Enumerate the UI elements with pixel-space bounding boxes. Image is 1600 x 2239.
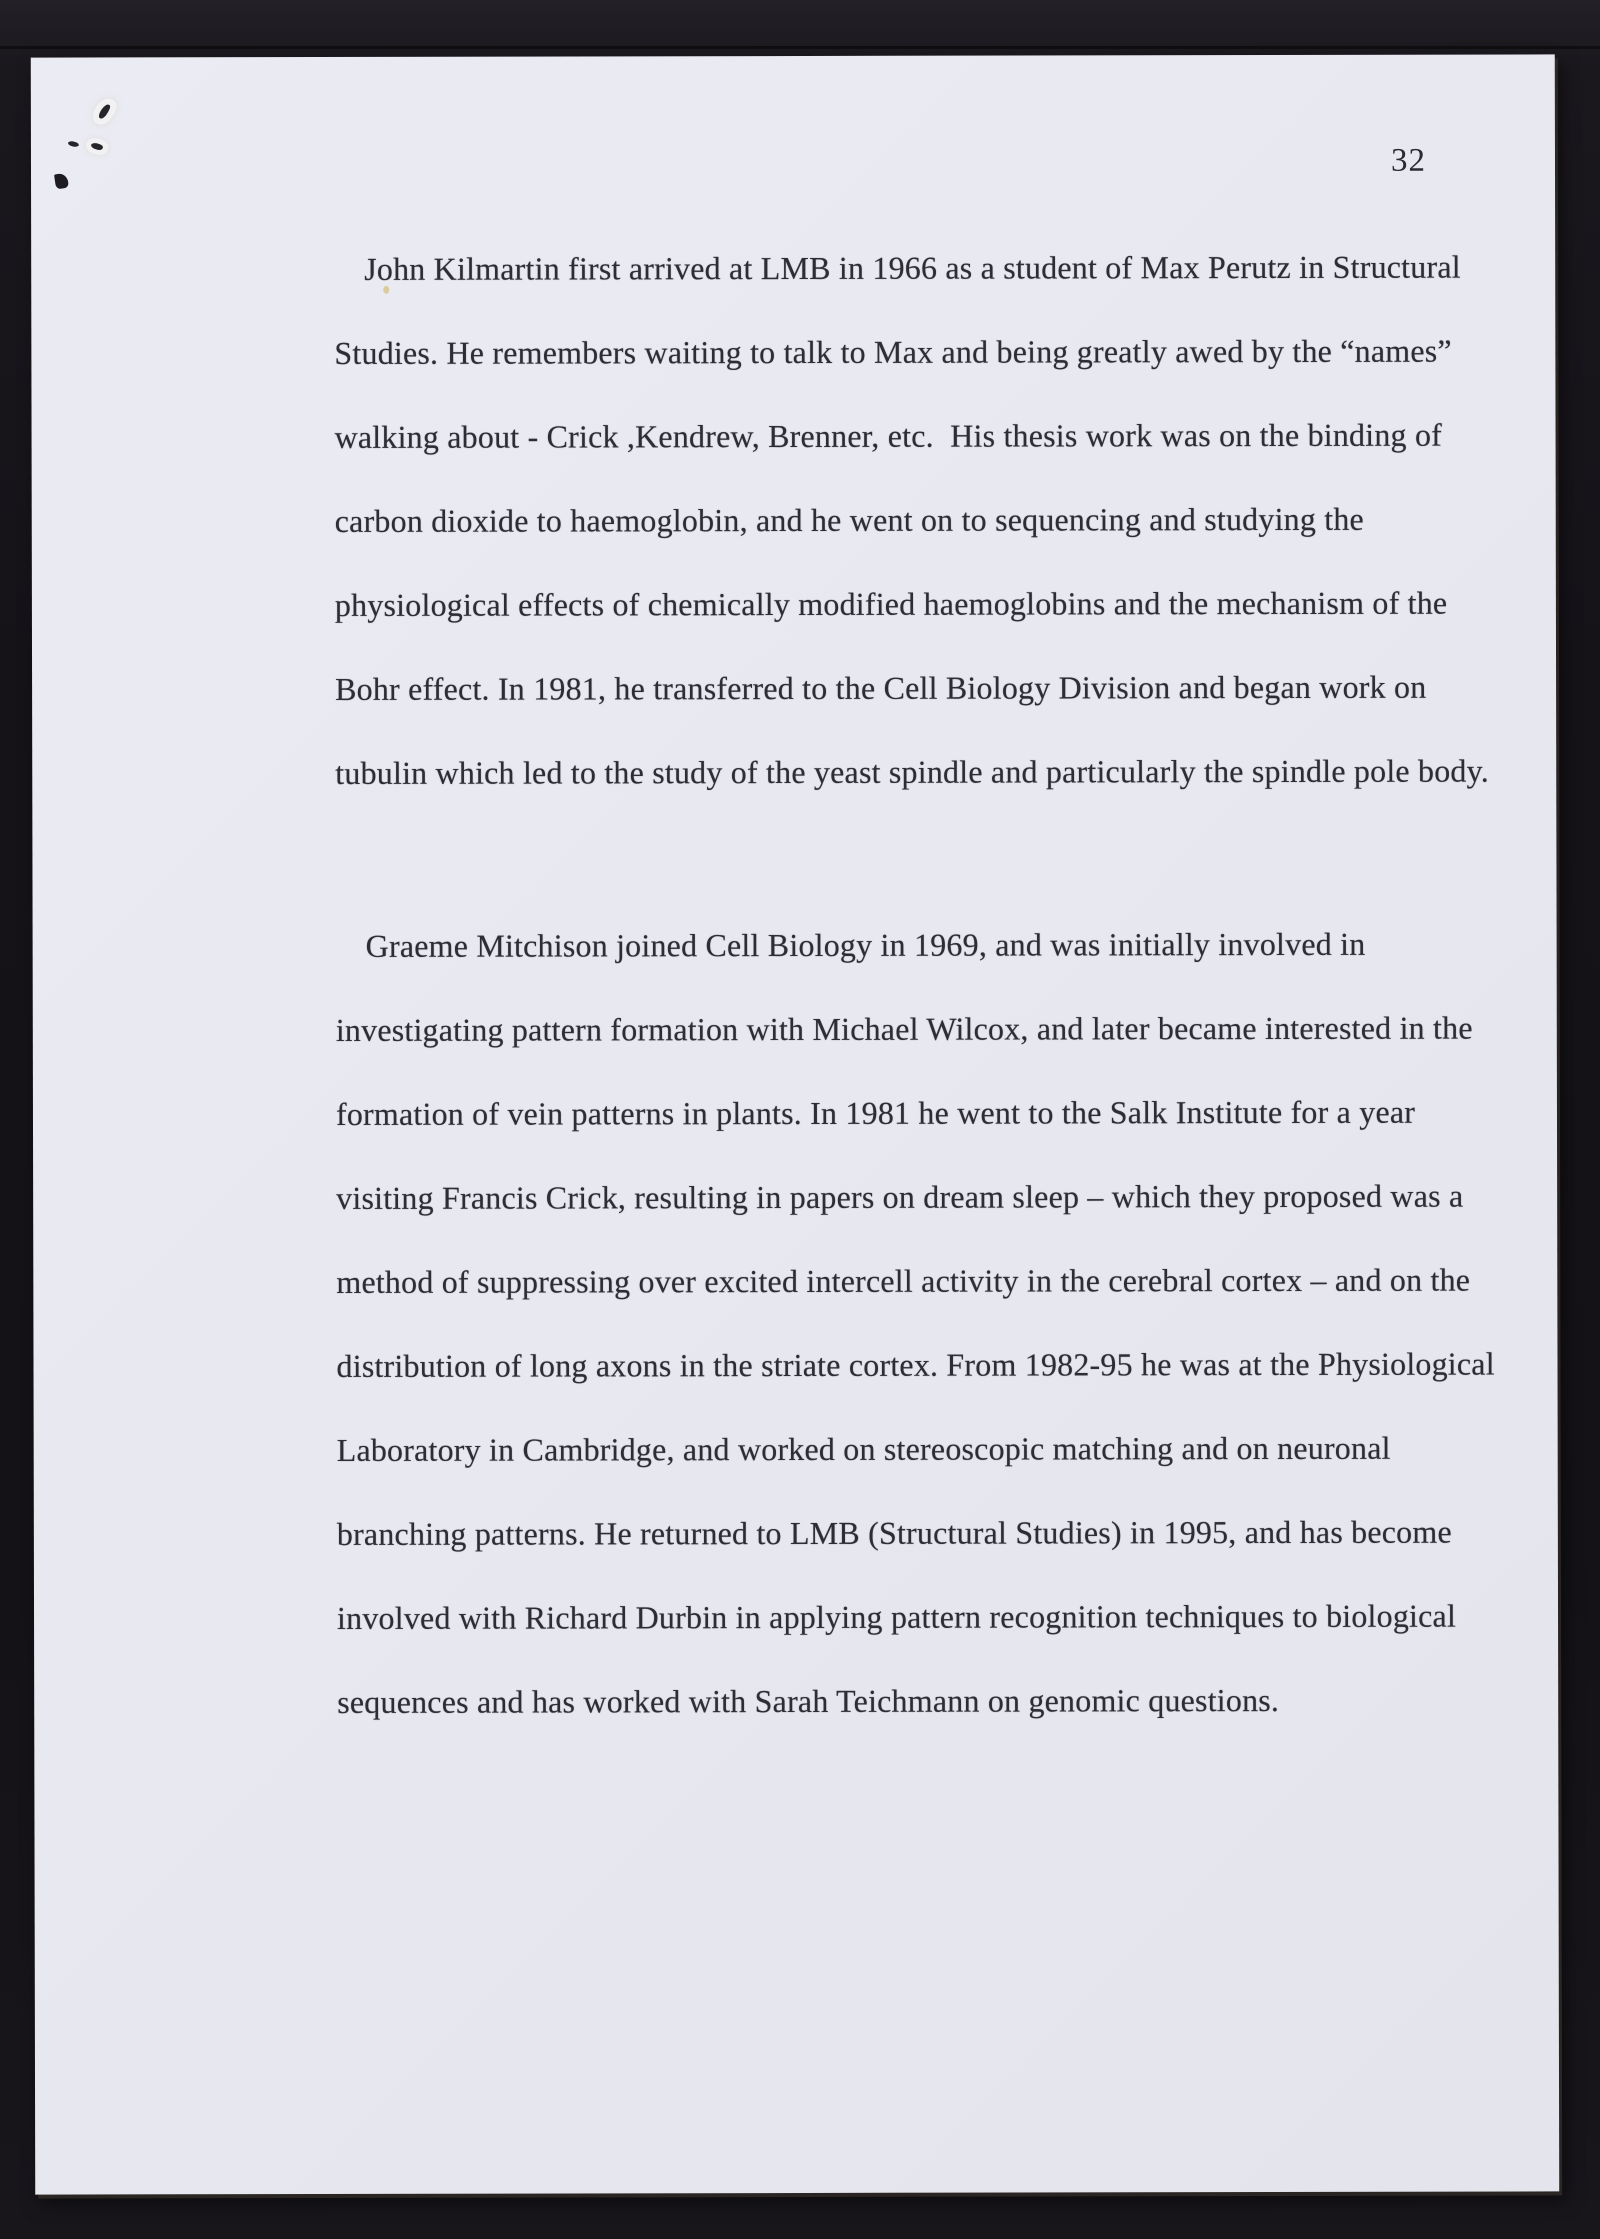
text-line: physiological effects of chemically modified haemoglobins and the mechanism of the bbox=[334, 584, 1448, 623]
paragraph-graeme-mitchison bbox=[336, 901, 1578, 1744]
text-line: John Kilmartin first arrived at LMB in 1966 as a student of Max Perutz in Structural bbox=[364, 248, 1461, 287]
text-line: formation of vein patterns in plants. In 1981 he went to the Salk Institute for a year bbox=[335, 1093, 1416, 1132]
text-line: visiting Francis Crick, resulting in papers on dream sleep – which they proposed was a bbox=[336, 1177, 1464, 1216]
text-line: Graeme Mitchison joined Cell Biology in 1969, and was initially involved in bbox=[365, 925, 1366, 964]
text-line: Laboratory in Cambridge, and worked on stereoscopic matching and on neuronal bbox=[336, 1429, 1391, 1468]
text-line: tubulin which led to the study of the yeast spindle and particularly the spindle pole body. bbox=[335, 752, 1489, 791]
text-line: investigating pattern formation with Michael Wilcox, and later became interested in the bbox=[335, 1009, 1473, 1048]
text-line: branching patterns. He returned to LMB (Structural Studies) in 1995, and has become bbox=[336, 1513, 1452, 1552]
ink-mark-2 bbox=[68, 140, 80, 147]
ink-mark-3 bbox=[90, 142, 103, 151]
paragraph-john-kilmartin bbox=[334, 224, 1575, 815]
text-line: walking about - Crick ,Kendrew, Brenner, etc. His thesis work was on the binding of bbox=[334, 416, 1443, 455]
page-number: 32 bbox=[1390, 142, 1427, 179]
document-page bbox=[31, 54, 1559, 2194]
text-line: Studies. He remembers waiting to talk to Max and being greatly awed by the “names” bbox=[334, 332, 1452, 371]
text-line: involved with Richard Durbin in applying pattern recognition techniques to biological bbox=[336, 1597, 1457, 1636]
ink-mark-4 bbox=[54, 173, 69, 190]
text-line: distribution of long axons in the striate cortex. From 1982-95 he was at the Physiological bbox=[336, 1345, 1495, 1384]
background-seam-line bbox=[0, 46, 1600, 49]
text-line: carbon dioxide to haemoglobin, and he went on to sequencing and studying the bbox=[334, 500, 1364, 539]
ink-mark-1 bbox=[98, 103, 112, 120]
text-line: Bohr effect. In 1981, he transferred to the Cell Biology Division and began work on bbox=[335, 668, 1427, 707]
text-line: method of suppressing over excited intercell activity in the cerebral cortex – and on the bbox=[336, 1261, 1471, 1300]
text-line: sequences and has worked with Sarah Teichmann on genomic questions. bbox=[337, 1681, 1280, 1720]
